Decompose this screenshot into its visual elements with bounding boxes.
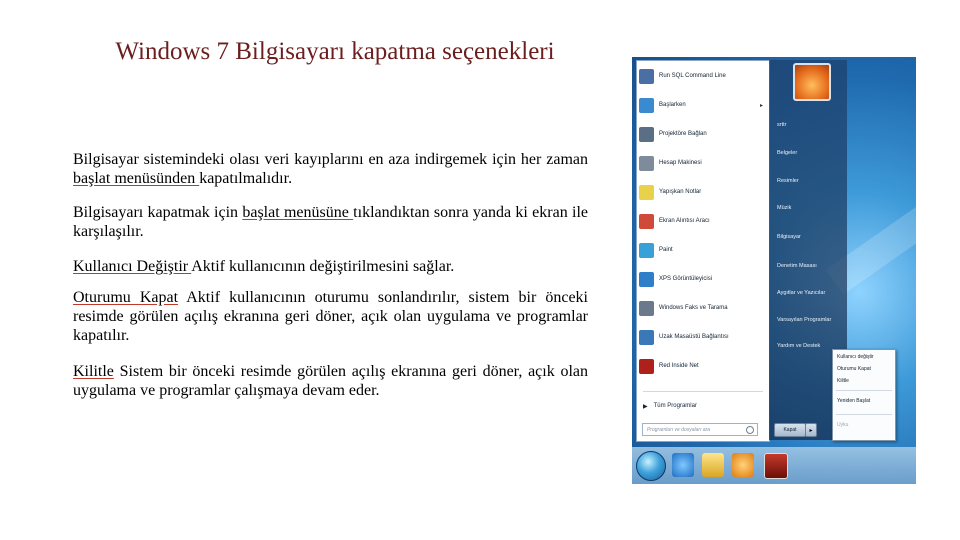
p4-term[interactable]: Oturumu Kapat (73, 289, 179, 306)
start-menu-item[interactable] (639, 181, 767, 203)
start-menu-item-label: Uzak Masaüstü Bağlantısı (659, 334, 729, 340)
start-menu-item[interactable] (639, 326, 767, 348)
start-menu-programs-pane (636, 60, 770, 442)
remote-desktop-icon (639, 330, 654, 345)
start-menu-item[interactable] (639, 152, 767, 174)
start-menu-item-label: XPS Görüntüleyicisi (659, 276, 713, 282)
p2-link2[interactable]: menüsüne (283, 204, 354, 221)
start-menu-place-link[interactable]: Aygıtlar ve Yazıcılar (777, 290, 826, 296)
start-menu-place-link[interactable]: Yardım ve Destek (777, 343, 821, 349)
start-menu-item[interactable] (639, 65, 767, 87)
start-menu-item-label: Paint (659, 247, 673, 253)
shutdown-button[interactable] (774, 423, 806, 437)
start-menu-place-link[interactable]: Varsayılan Programlar (777, 317, 832, 323)
paint-icon (639, 243, 654, 258)
start-menu-item[interactable] (639, 210, 767, 232)
start-menu-item-label: Ekran Alıntısı Aracı (659, 218, 710, 224)
triangle-right-icon: ▶ (643, 403, 648, 410)
paragraph-2 (73, 203, 588, 241)
shutdown-options-button[interactable] (805, 423, 817, 437)
taskbar (632, 447, 916, 484)
p3-text: Aktif kullanıcının değiştirilmesini sağlar. (191, 258, 455, 275)
start-menu-place-link[interactable]: Denetim Masası (777, 263, 817, 269)
paragraph-5 (73, 362, 588, 400)
search-placeholder: Programları ve dosyaları ara (647, 426, 711, 433)
start-menu-item-label: Yapışkan Notlar (659, 189, 702, 195)
getting-started-icon (639, 98, 654, 113)
p4-text: Aktif kullanıcının oturumu sonlandırılır, sistem bir önceki resimde görülen açılış ekranına geri döner, açık olan uygulama ve programlar kapatılır. (73, 289, 589, 344)
start-menu-place-link[interactable]: Belgeler (777, 150, 798, 156)
start-menu-place-link[interactable]: Müzik (777, 205, 792, 211)
start-menu-item[interactable] (639, 239, 767, 261)
p5-text: Sistem bir önceki resimde görülen açılış ekranına geri döner, açık olan uygulama ve programlar çalışmaya devam eder. (73, 363, 588, 399)
shutdown-label: Kapat (783, 427, 797, 433)
paragraph-4 (73, 288, 588, 345)
shutdown-menu-separator (836, 390, 892, 391)
p1-after: kapatılmalıdır. (199, 170, 293, 187)
projector-icon (639, 127, 654, 142)
xps-viewer-icon (639, 272, 654, 287)
shutdown-menu-separator (836, 414, 892, 415)
start-menu-place-link[interactable]: Resimler (777, 178, 799, 184)
media-player-icon[interactable] (732, 453, 754, 477)
start-menu-item[interactable] (639, 123, 767, 145)
folder-icon[interactable] (702, 453, 724, 477)
start-menu-item-label: Red Inside Net (659, 363, 699, 369)
submenu-arrow-icon: ▸ (759, 102, 763, 109)
all-programs-label: Tüm Programlar (653, 403, 697, 409)
app-icon (639, 359, 654, 374)
paragraph-1 (73, 150, 588, 188)
start-menu-item[interactable] (639, 268, 767, 290)
p2-before: Bilgisayarı kapatmak için (73, 204, 243, 221)
search-icon (746, 426, 754, 434)
p1-link[interactable]: başlat menüsünden (73, 170, 200, 187)
chevron-right-icon: ▸ (809, 427, 813, 434)
start-menu-item-label: Hesap Makinesi (659, 160, 702, 166)
start-menu-item[interactable] (639, 94, 767, 116)
p5-term[interactable]: Kilitle (73, 363, 114, 380)
calculator-icon (639, 156, 654, 171)
shutdown-menu-item[interactable]: Yeniden Başlat (837, 398, 871, 404)
p3-term[interactable]: Kullanıcı Değiştir (73, 258, 192, 275)
shutdown-menu-item[interactable]: Kullanıcı değiştir (837, 354, 874, 360)
start-menu-item[interactable] (639, 297, 767, 319)
shutdown-menu-item[interactable]: Oturumu Kapat (837, 366, 871, 372)
start-search-input[interactable] (642, 423, 758, 436)
start-menu-item-label: Windows Faks ve Tarama (659, 305, 728, 311)
p1-before: Bilgisayar sistemindeki olası veri kayıplarını en aza indirgemek için her zaman (73, 151, 588, 168)
start-menu-place-link[interactable]: srttr (777, 122, 787, 128)
start-menu-item-label: Projektöre Bağlan (659, 131, 707, 137)
sticky-notes-icon (639, 185, 654, 200)
start-menu-place-link[interactable]: Bilgisayar (777, 234, 801, 240)
start-menu-item-label: Run SQL Command Line (659, 73, 726, 79)
slide-title: Windows 7 Bilgisayarı kapatma seçenekleri (115, 38, 555, 65)
fax-scan-icon (639, 301, 654, 316)
start-menu-item-label: Başlarken (659, 102, 686, 108)
p2-link1[interactable]: başlat (242, 204, 284, 221)
programs-separator (643, 391, 763, 392)
snipping-tool-icon (639, 214, 654, 229)
shutdown-menu-item[interactable]: Uyku (837, 422, 849, 428)
start-menu-screenshot (632, 57, 916, 484)
all-programs-item[interactable] (639, 395, 767, 417)
shutdown-options-menu (832, 349, 896, 441)
p2-after: tıklandıktan sonra yanda ki ekran ile karşılaşılır. (73, 204, 588, 240)
paragraph-3 (73, 257, 588, 276)
sql-icon (639, 69, 654, 84)
shutdown-menu-item[interactable]: Kilitle (837, 378, 849, 384)
windows-start-orb-icon[interactable] (636, 451, 666, 481)
app-taskbar-icon[interactable] (764, 453, 788, 479)
user-avatar[interactable] (793, 63, 831, 101)
start-menu-item[interactable] (639, 355, 767, 377)
internet-explorer-icon[interactable] (672, 453, 694, 477)
